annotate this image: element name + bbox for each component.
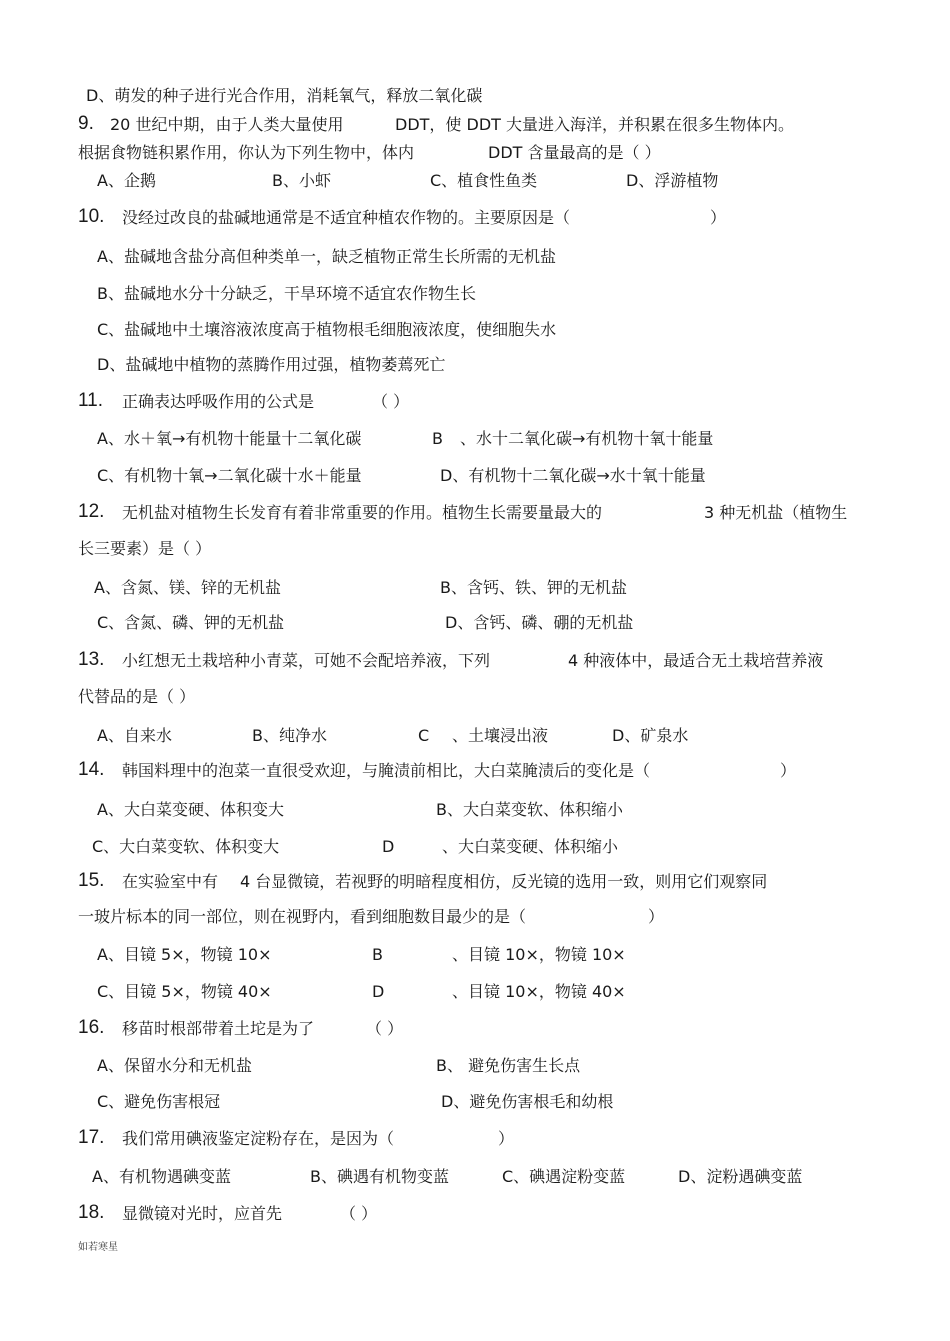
option-c: C、大白菜变软、体积变大 [92,837,280,856]
question-text: 正确表达呼吸作用的公式是 [122,392,315,411]
option-d: 、大白菜变硬、体积缩小 [442,837,619,856]
question-text: 无机盐对植物生长发育有着非常重要的作用。植物生长需要量最大的 [122,503,603,522]
question-text: ） [648,907,665,926]
option-text: D、萌发的种子进行光合作用，消耗氧气，释放二氧化碳 [86,86,483,105]
question-text: 我们常用碘液鉴定淀粉存在，是因为（ [122,1129,395,1148]
option-c: 、土壤浸出液 [452,726,549,745]
option-b: B、大白菜变软、体积缩小 [436,800,623,819]
question-text: 在实验室中有 [122,872,219,891]
question-text: 3 种无机盐（植物生 [704,503,848,522]
option-b-letter: B [432,429,443,448]
question-text: ） [710,208,727,227]
option-a: A、目镜 5×，物镜 10× [97,945,272,964]
option-d: D、避免伤害根毛和幼根 [441,1092,614,1111]
question-number: 18. [78,1202,105,1223]
question-number: 17. [78,1127,105,1148]
option-c: C、盐碱地中土壤溶液浓度高于植物根毛细胞液浓度，使细胞失水 [97,320,557,339]
question-text: （ ） [340,1204,378,1223]
option-d: D、矿泉水 [612,726,689,745]
option-b-letter: B [372,945,383,964]
question-text: 代替品的是（ ） [78,687,196,706]
option-a: A、大白菜变硬、体积变大 [97,800,284,819]
question-text: 小红想无土栽培种小青菜，可她不会配培养液，下列 [122,651,491,670]
option-d: 、目镜 10×，物镜 40× [452,982,626,1001]
question-text: 移苗时根部带着土坨是为了 [122,1019,315,1038]
option-c: C、植食性鱼类 [430,171,538,190]
option-a: A、企鹅 [97,171,156,190]
question-number: 12. [78,501,105,522]
question-number: 11. [78,390,104,411]
question-text: 20 世纪中期，由于人类大量使用 [110,115,344,134]
option-d: D、浮游植物 [626,171,719,190]
question-text: （ ） [366,1019,404,1038]
option-b: B、含钙、铁、钾的无机盐 [440,578,627,597]
option-a: A、自来水 [97,726,172,745]
option-a: A、盐碱地含盐分高但种类单一，缺乏植物正常生长所需的无机盐 [97,247,556,266]
question-text: DDT 含量最高的是（ ） [488,143,661,162]
option-b: B、碘遇有机物变蓝 [310,1167,449,1186]
option-d: D、盐碱地中植物的蒸腾作用过强，植物萎蔫死亡 [97,355,446,374]
option-a: A、有机物遇碘变蓝 [92,1167,231,1186]
option-d: D、淀粉遇碘变蓝 [678,1167,803,1186]
question-number: 9. [78,113,94,134]
question-text: 一玻片标本的同一部位，则在视野内，看到细胞数目最少的是（ [78,907,527,926]
option-b: B、盐碱地水分十分缺乏，干旱环境不适宜农作物生长 [97,284,476,303]
option-a: A、含氮、镁、锌的无机盐 [94,578,281,597]
question-text: ） [498,1129,515,1148]
question-text: 显微镜对光时，应首先 [122,1204,283,1223]
option-c: C、目镜 5×，物镜 40× [97,982,272,1001]
option-c: C、碘遇淀粉变蓝 [502,1167,626,1186]
question-text: 根据食物链积累作用，你认为下列生物中，体内 [78,143,415,162]
option-b: 、目镜 10×，物镜 10× [452,945,626,964]
option-d-letter: D [382,837,395,856]
question-number: 10. [78,206,105,227]
option-b: B、 避免伤害生长点 [436,1056,581,1075]
option-a: A、保留水分和无机盐 [97,1056,252,1075]
question-text: 4 台显微镜，若视野的明暗程度相仿，反光镜的选用一致，则用它们观察同 [240,872,768,891]
option-c: C、避免伤害根冠 [97,1092,221,1111]
option-d: D、有机物十二氧化碳→水十氧十能量 [440,466,706,485]
option-d-letter: D [372,982,385,1001]
option-c: C、含氮、磷、钾的无机盐 [97,613,285,632]
question-text: （ ） [372,392,410,411]
option-b: 、水十二氧化碳→有机物十氧十能量 [460,429,714,448]
option-b: B、纯净水 [252,726,327,745]
option-c: C、有机物十氧→二氧化碳十水＋能量 [97,466,362,485]
question-number: 15. [78,870,105,891]
question-text: DDT，使 DDT 大量进入海洋，并积累在很多生物体内。 [395,115,795,134]
question-number: 14. [78,759,105,780]
option-d: D、含钙、磷、硼的无机盐 [445,613,634,632]
question-number: 16. [78,1017,105,1038]
question-text: ） [780,761,797,780]
question-text: 长三要素）是（ ） [78,539,212,558]
question-text: 没经过改良的盐碱地通常是不适宜种植农作物的。主要原因是（ [122,208,571,227]
question-text: 4 种液体中，最适合无土栽培营养液 [568,651,824,670]
option-b: B、小虾 [272,171,331,190]
question-number: 13. [78,649,105,670]
option-a: A、水＋氧→有机物十能量十二氧化碳 [97,429,362,448]
option-c-letter: C [418,726,430,745]
page-footer: 如若寒星 [78,1242,118,1253]
question-text: 韩国料理中的泡菜一直很受欢迎，与腌渍前相比，大白菜腌渍后的变化是（ [122,761,651,780]
